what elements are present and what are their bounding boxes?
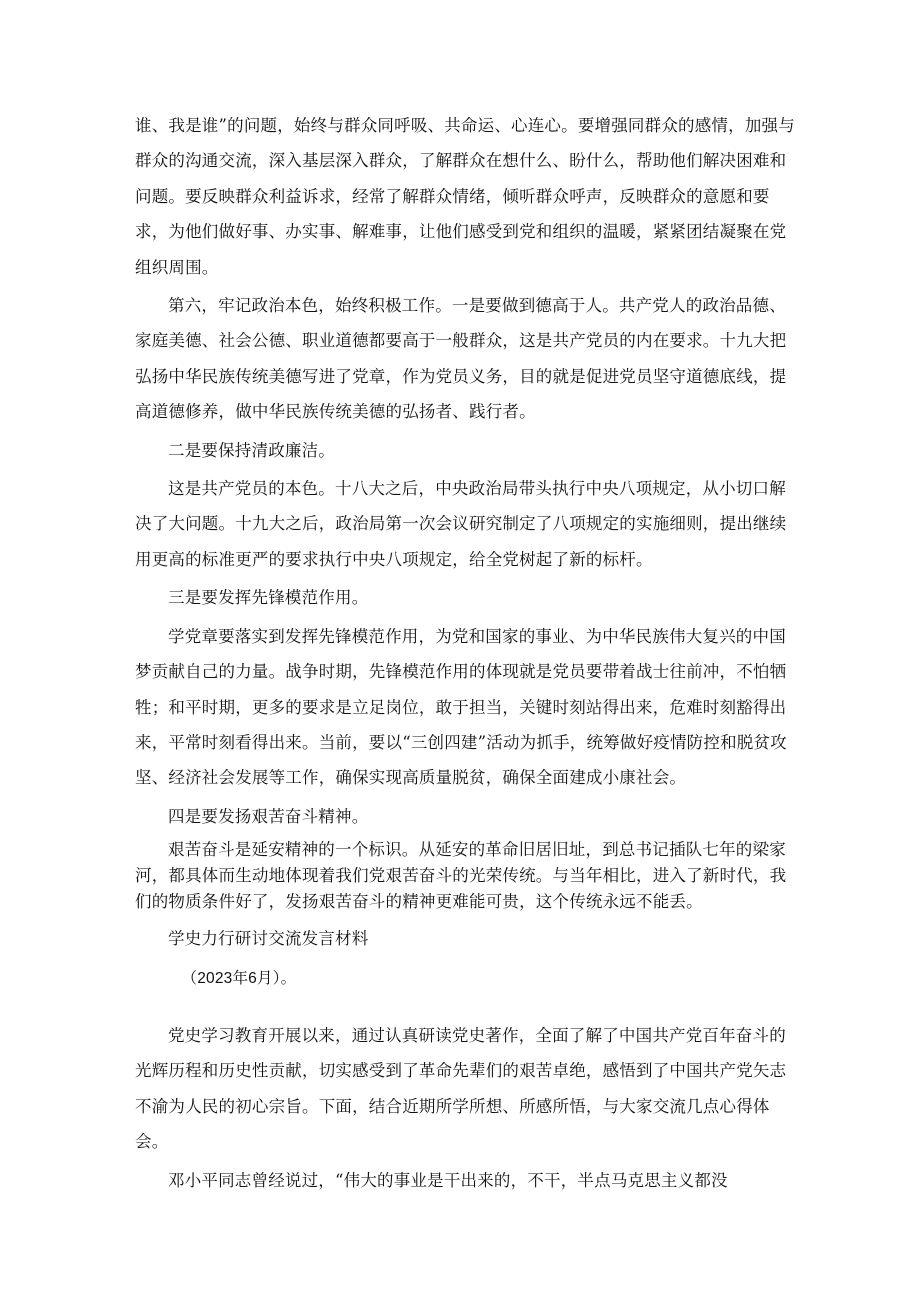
paragraph-intro: 党史学习教育开展以来，通过认真研读党史著作，全面了解了中国共产党百年奋斗的光辉历程和历史性贡献，切实感受到了革命先辈们的艰苦卓绝，感悟到了中国共产党矢志不渝为人民的初心宗旨。下面，结合近期所学所想、所感所悟，与大家交流几点心得体会。: [135, 1025, 787, 1152]
paragraph-vanguard: 学党章要落实到发挥先锋模范作用，为党和国家的事业、为中华民族伟大复兴的中国梦贡献自己的力量。战争时期，先锋模范作用的体现就是党员要带着战士往前冲，不怕牺牲；和平时期，更多的要求是立足岗位，敢于担当，关键时刻站得出来，危难时刻豁得出来，平常时刻看得出来。当前，要以“三创四建”活动为抓手，统筹做好疫情防控和脱贫攻坚、经济社会发展等工作，确保实现高质量脱贫，确保全面建成小康社会。: [135, 626, 787, 788]
paragraph-heading-vanguard: 三是要发挥先锋模范作用。: [168, 588, 369, 608]
paragraph-heading-hard-work: 四是要发扬艰苦奋斗精神。: [168, 806, 369, 826]
section-date: （2023年6月）。: [181, 969, 297, 987]
document-body: [135, 108, 795, 1201]
paragraph-masses: 谁、我是谁”的问题，始终与群众同呼吸、共命运、心连心。要增强同群众的感情，加强与群众的沟通交流，深入基层深入群众，了解群众在想什么、盼什么，帮助他们解决困难和问题。要反映群众利益诉求，经常了解群众情绪，倾听群众呼声，反映群众的意愿和要求，为他们做好事、办实事、解难事，让他们感受到党和组织的温暖，紧紧团结凝聚在党组织周围。: [135, 116, 795, 277]
paragraph-hard-work: 艰苦奋斗是延安精神的一个标识。从延安的革命旧居旧址，到总书记插队七年的梁家河，都具体而生动地体现着我们党艰苦奋斗的光荣传统。与当年相比，进入了新时代，我们的物质条件好了，发扬艰苦奋斗的精神更难能可贵，这个传统永远不能丢。: [135, 840, 787, 912]
section-title: 学史力行研讨交流发言材料: [168, 929, 369, 949]
paragraph-heading-clean-governance: 二是要保持清政廉洁。: [168, 440, 335, 460]
paragraph-clean-governance: 这是共产党员的本色。十八大之后，中央政治局带头执行中央八项规定，从小切口解决了大问题。十九大之后，政治局第一次会议研究制定了八项规定的实施细则，提出继续用更高的标准更严的要求执行中央八项规定，给全党树起了新的标杆。: [135, 479, 787, 569]
paragraph-deng-quote: 邓小平同志曾经说过，“伟大的事业是干出来的，不干，半点马克思主义都没: [168, 1170, 728, 1190]
paragraph-sixth-point: 第六，牢记政治本色，始终积极工作。一是要做到德高于人。共产党人的政治品德、家庭美德、社会公德、职业道德都要高于一般群众，这是共产党员的内在要求。十九大把弘扬中华民族传统美德写进了党章，作为党员义务，目的就是促进党员坚守道德底线，提高道德修养，做中华民族传统美德的弘扬者、践行者。: [135, 296, 787, 422]
